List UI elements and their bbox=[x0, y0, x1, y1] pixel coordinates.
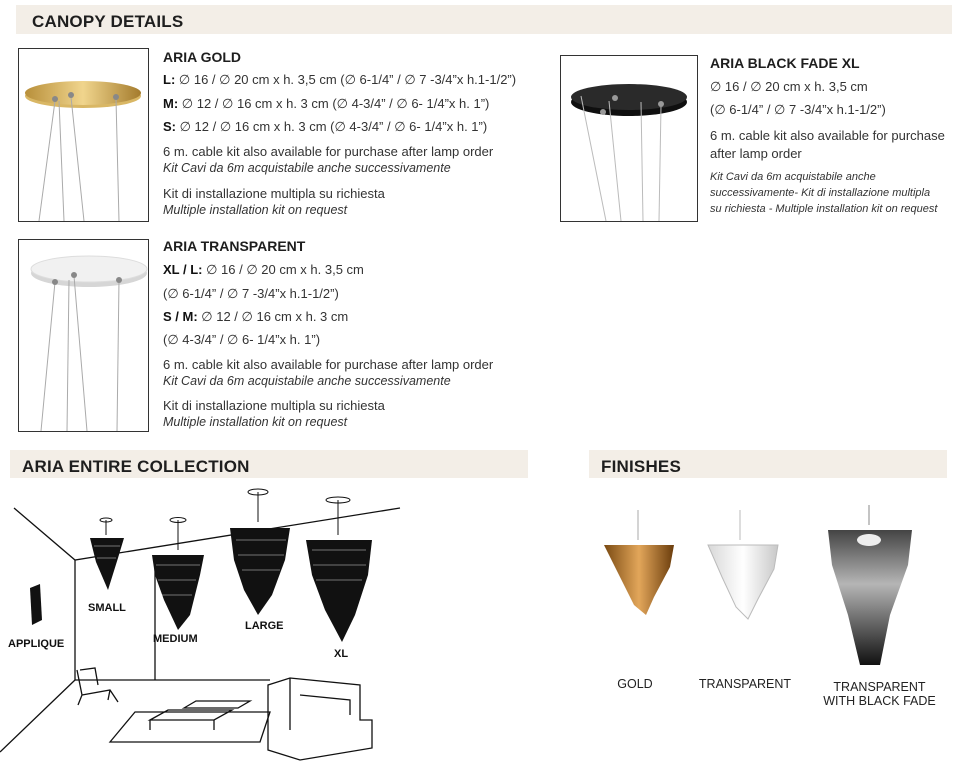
transparent-xl-value-2: (∅ 6-1/4” / ∅ 7 -3/4”x h.1-1/2”) bbox=[163, 286, 339, 301]
black-note-3: su richiesta - Multiple installation kit on request bbox=[710, 203, 938, 215]
aria-black-canopy-image bbox=[560, 55, 698, 222]
finish-gold-label: GOLD bbox=[617, 677, 653, 691]
aria-transparent-canopy-image bbox=[18, 239, 149, 432]
label-medium: MEDIUM bbox=[153, 633, 198, 645]
canopy-details-title: CANOPY DETAILS bbox=[32, 12, 184, 31]
black-cable-1: 6 m. cable kit also available for purchase bbox=[710, 128, 945, 143]
label-applique: APPLIQUE bbox=[8, 638, 65, 650]
black-dim-1: ∅ 16 / ∅ 20 cm x h. 3,5 cm bbox=[710, 79, 868, 94]
transparent-xl-key: XL / L: bbox=[163, 262, 203, 277]
transparent-kit-note: Kit di installazione multipla su richiesta bbox=[163, 398, 385, 413]
transparent-sm-value: ∅ 12 / ∅ 16 cm x h. 3 cm bbox=[201, 309, 349, 324]
gold-kit-note-en: Multiple installation kit on request bbox=[163, 203, 348, 217]
gold-l-key: L: bbox=[163, 72, 176, 87]
finish-transparent-label: TRANSPARENT bbox=[698, 677, 792, 691]
label-small: SMALL bbox=[88, 602, 126, 614]
canopy-details-header bbox=[16, 5, 952, 34]
black-cable-2: after lamp order bbox=[710, 146, 802, 161]
transparent-cable-note: 6 m. cable kit also available for purchase after lamp order bbox=[163, 357, 494, 372]
finish-black-label-2: WITH BLACK FADE bbox=[823, 694, 936, 708]
gold-cable-note-it: Kit Cavi da 6m acquistabile anche successivamente bbox=[163, 161, 451, 175]
transparent-cable-note-it: Kit Cavi da 6m acquistabile anche successivamente bbox=[163, 374, 451, 388]
gold-s-value: ∅ 12 / ∅ 16 cm x h. 3 cm (∅ 4-3/4” / ∅ 6- 1/4”x h. 1”) bbox=[179, 119, 488, 134]
transparent-kit-note-en: Multiple installation kit on request bbox=[163, 415, 348, 429]
aria-black-title: ARIA BLACK FADE XL bbox=[710, 55, 860, 71]
gold-kit-note: Kit di installazione multipla su richiesta bbox=[163, 186, 385, 201]
black-note-1: Kit Cavi da 6m acquistabile anche bbox=[710, 171, 876, 183]
label-large: LARGE bbox=[245, 620, 284, 632]
transparent-sm-key: S / M: bbox=[163, 309, 198, 324]
gold-s-key: S: bbox=[163, 119, 176, 134]
black-dim-2: (∅ 6-1/4” / ∅ 7 -3/4”x h.1-1/2”) bbox=[710, 102, 886, 117]
aria-gold-canopy-image bbox=[18, 48, 149, 222]
gold-m-key: M: bbox=[163, 96, 179, 111]
gold-cable-note: 6 m. cable kit also available for purchase after lamp order bbox=[163, 144, 494, 159]
gold-l-value: ∅ 16 / ∅ 20 cm x h. 3,5 cm (∅ 6-1/4” / ∅ 7 -3/4”x h.1-1/2”) bbox=[178, 72, 517, 87]
aria-transparent-title: ARIA TRANSPARENT bbox=[163, 238, 306, 254]
transparent-xl-value: ∅ 16 / ∅ 20 cm x h. 3,5 cm bbox=[206, 262, 364, 277]
collection-title: ARIA ENTIRE COLLECTION bbox=[22, 457, 250, 476]
finishes-header bbox=[589, 450, 947, 478]
transparent-sm-value-2: (∅ 4-3/4” / ∅ 6- 1/4”x h. 1”) bbox=[163, 332, 321, 347]
finishes-illustration bbox=[590, 505, 960, 675]
label-xl: XL bbox=[334, 648, 349, 660]
finish-black-label-1: TRANSPARENT bbox=[833, 680, 926, 694]
black-note-2: successivamente- Kit di installazione multipla bbox=[710, 187, 931, 199]
collection-header bbox=[10, 450, 528, 478]
aria-gold-title: ARIA GOLD bbox=[163, 49, 242, 65]
finishes-title: FINISHES bbox=[601, 457, 682, 476]
gold-m-value: ∅ 12 / ∅ 16 cm x h. 3 cm (∅ 4-3/4” / ∅ 6- 1/4”x h. 1”) bbox=[181, 96, 490, 111]
